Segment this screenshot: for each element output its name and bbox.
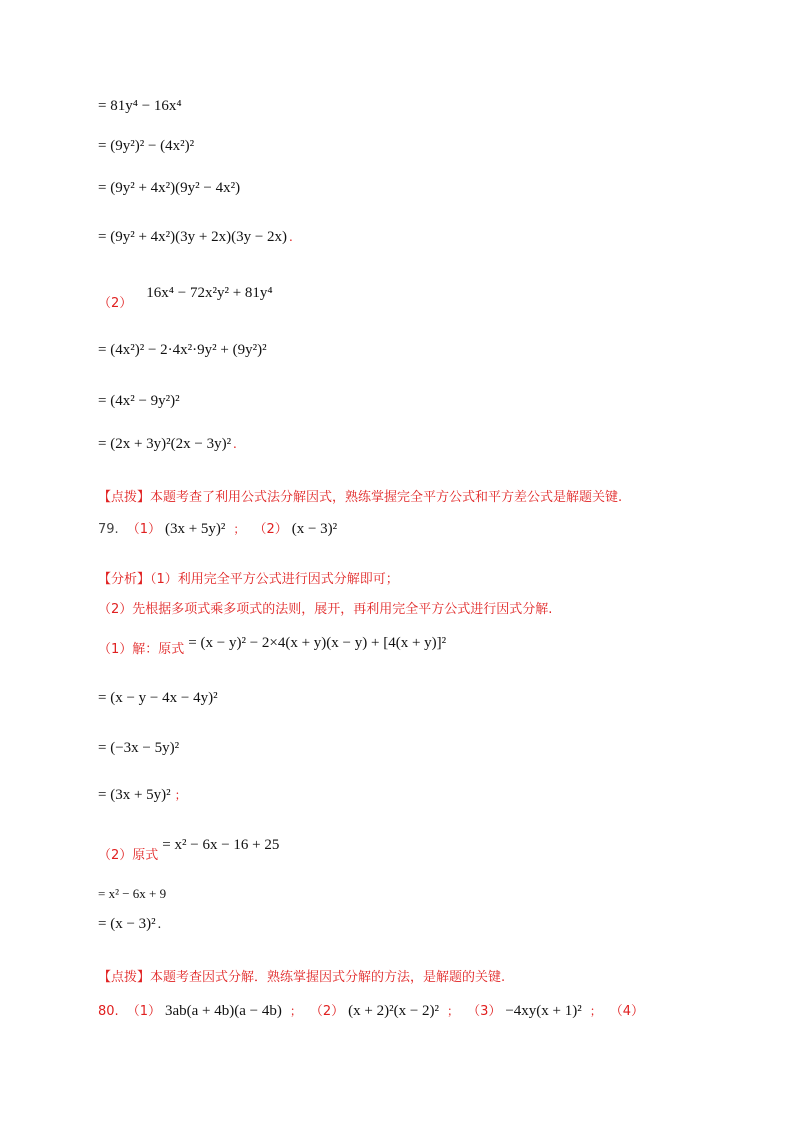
- analysis-line-2: （2）先根据多项式乘多项式的法则，展开，再利用完全平方公式进行因式分解.: [98, 602, 553, 617]
- question-number: 80.: [98, 1004, 119, 1019]
- solution-step-4: [98, 786, 191, 804]
- step-line-4: [98, 229, 293, 246]
- analysis-tag: 【分析】: [98, 572, 151, 587]
- step-line-1: = 81y⁴ − 16x⁴: [98, 98, 182, 114]
- comment-block-2: [98, 966, 505, 985]
- solution-step-3: = (−3x − 5y)²: [98, 740, 180, 756]
- solution-2-label: （2）原式: [98, 848, 159, 863]
- answer-1: 3ab(a + 4b)(a − 4b): [164, 1003, 282, 1019]
- solution-2-header: [98, 834, 280, 863]
- solution-step-7-expr: = (x − 3)²: [98, 916, 156, 932]
- separator: ；: [174, 788, 187, 802]
- solution-step-6: = x² − 6x + 9: [98, 886, 167, 901]
- solution-2-expression: = x² − 6x − 16 + 25: [162, 837, 280, 853]
- separator: ；: [589, 1004, 602, 1018]
- answer-1: (3x + 5y)²: [164, 521, 226, 537]
- answer-3: −4xy(x + 1)²: [505, 1003, 582, 1019]
- solution-step-2: = (x − y − 4x − 4y)²: [98, 690, 218, 706]
- comment-text: 本题考查了利用公式法分解因式，熟练掌握完全平方公式和平方差公式是解题关键.: [150, 490, 623, 505]
- solution-1-expression: = (x − y)² − 2×4(x + y)(x − y) + [4(x + y)]²: [188, 635, 447, 651]
- solution-1-header: [98, 632, 447, 657]
- step-line-3: = (9y² + 4x²)(9y² − 4x²): [98, 180, 241, 196]
- comment-text: 本题考查因式分解．熟练掌握因式分解的方法，是解题的关键.: [150, 970, 506, 985]
- separator: ；: [447, 1004, 460, 1018]
- separator: ；: [289, 1004, 302, 1018]
- question-number: 79.: [98, 522, 119, 537]
- period-mark: .: [157, 917, 162, 932]
- answer-2: (x + 2)²(x − 2)²: [348, 1003, 440, 1019]
- comment-tag: 【点拨】: [98, 970, 151, 985]
- answer-label-2: （2）: [253, 522, 288, 537]
- comment-tag: 【点拨】: [98, 490, 151, 505]
- separator: ；: [233, 522, 246, 536]
- comment-block-1: [98, 486, 622, 505]
- answer-2: (x − 3)²: [291, 521, 338, 537]
- step-line-8-expr: = (2x + 3y)²(2x − 3y)²: [98, 436, 232, 452]
- answer-label-3: （3）: [467, 1004, 502, 1019]
- answer-label-1: （1）: [126, 522, 161, 537]
- step-line-7: = (4x² − 9y²)²: [98, 393, 180, 409]
- answer-label-2: （2）: [309, 1004, 345, 1019]
- period-mark: .: [289, 230, 293, 245]
- solution-step-4-expr: = (3x + 5y)²: [98, 787, 171, 803]
- part-2-header: [98, 282, 273, 311]
- solution-step-7: [98, 916, 161, 933]
- analysis-text-1: （1）利用完全平方公式进行因式分解即可；: [150, 572, 399, 587]
- step-line-4-expr: = (9y² + 4x²)(3y + 2x)(3y − 2x): [98, 229, 288, 245]
- step-line-2: = (9y²)² − (4x²)²: [98, 138, 195, 154]
- period-mark: .: [233, 437, 237, 452]
- question-79-answers: [98, 518, 337, 538]
- analysis-line-1: [98, 568, 399, 587]
- step-line-8: [98, 436, 237, 453]
- question-80-answers: [98, 1000, 644, 1020]
- step-line-6: = (4x²)² − 2·4x²·9y² + (9y²)²: [98, 342, 267, 358]
- answer-label-4: （4）: [609, 1004, 645, 1019]
- solution-1-label: （1）解：原式: [98, 642, 185, 657]
- part-2-expression: 16x⁴ − 72x²y² + 81y⁴: [146, 285, 273, 301]
- part-2-label: （2）: [98, 296, 133, 311]
- answer-label-1: （1）: [126, 1004, 161, 1019]
